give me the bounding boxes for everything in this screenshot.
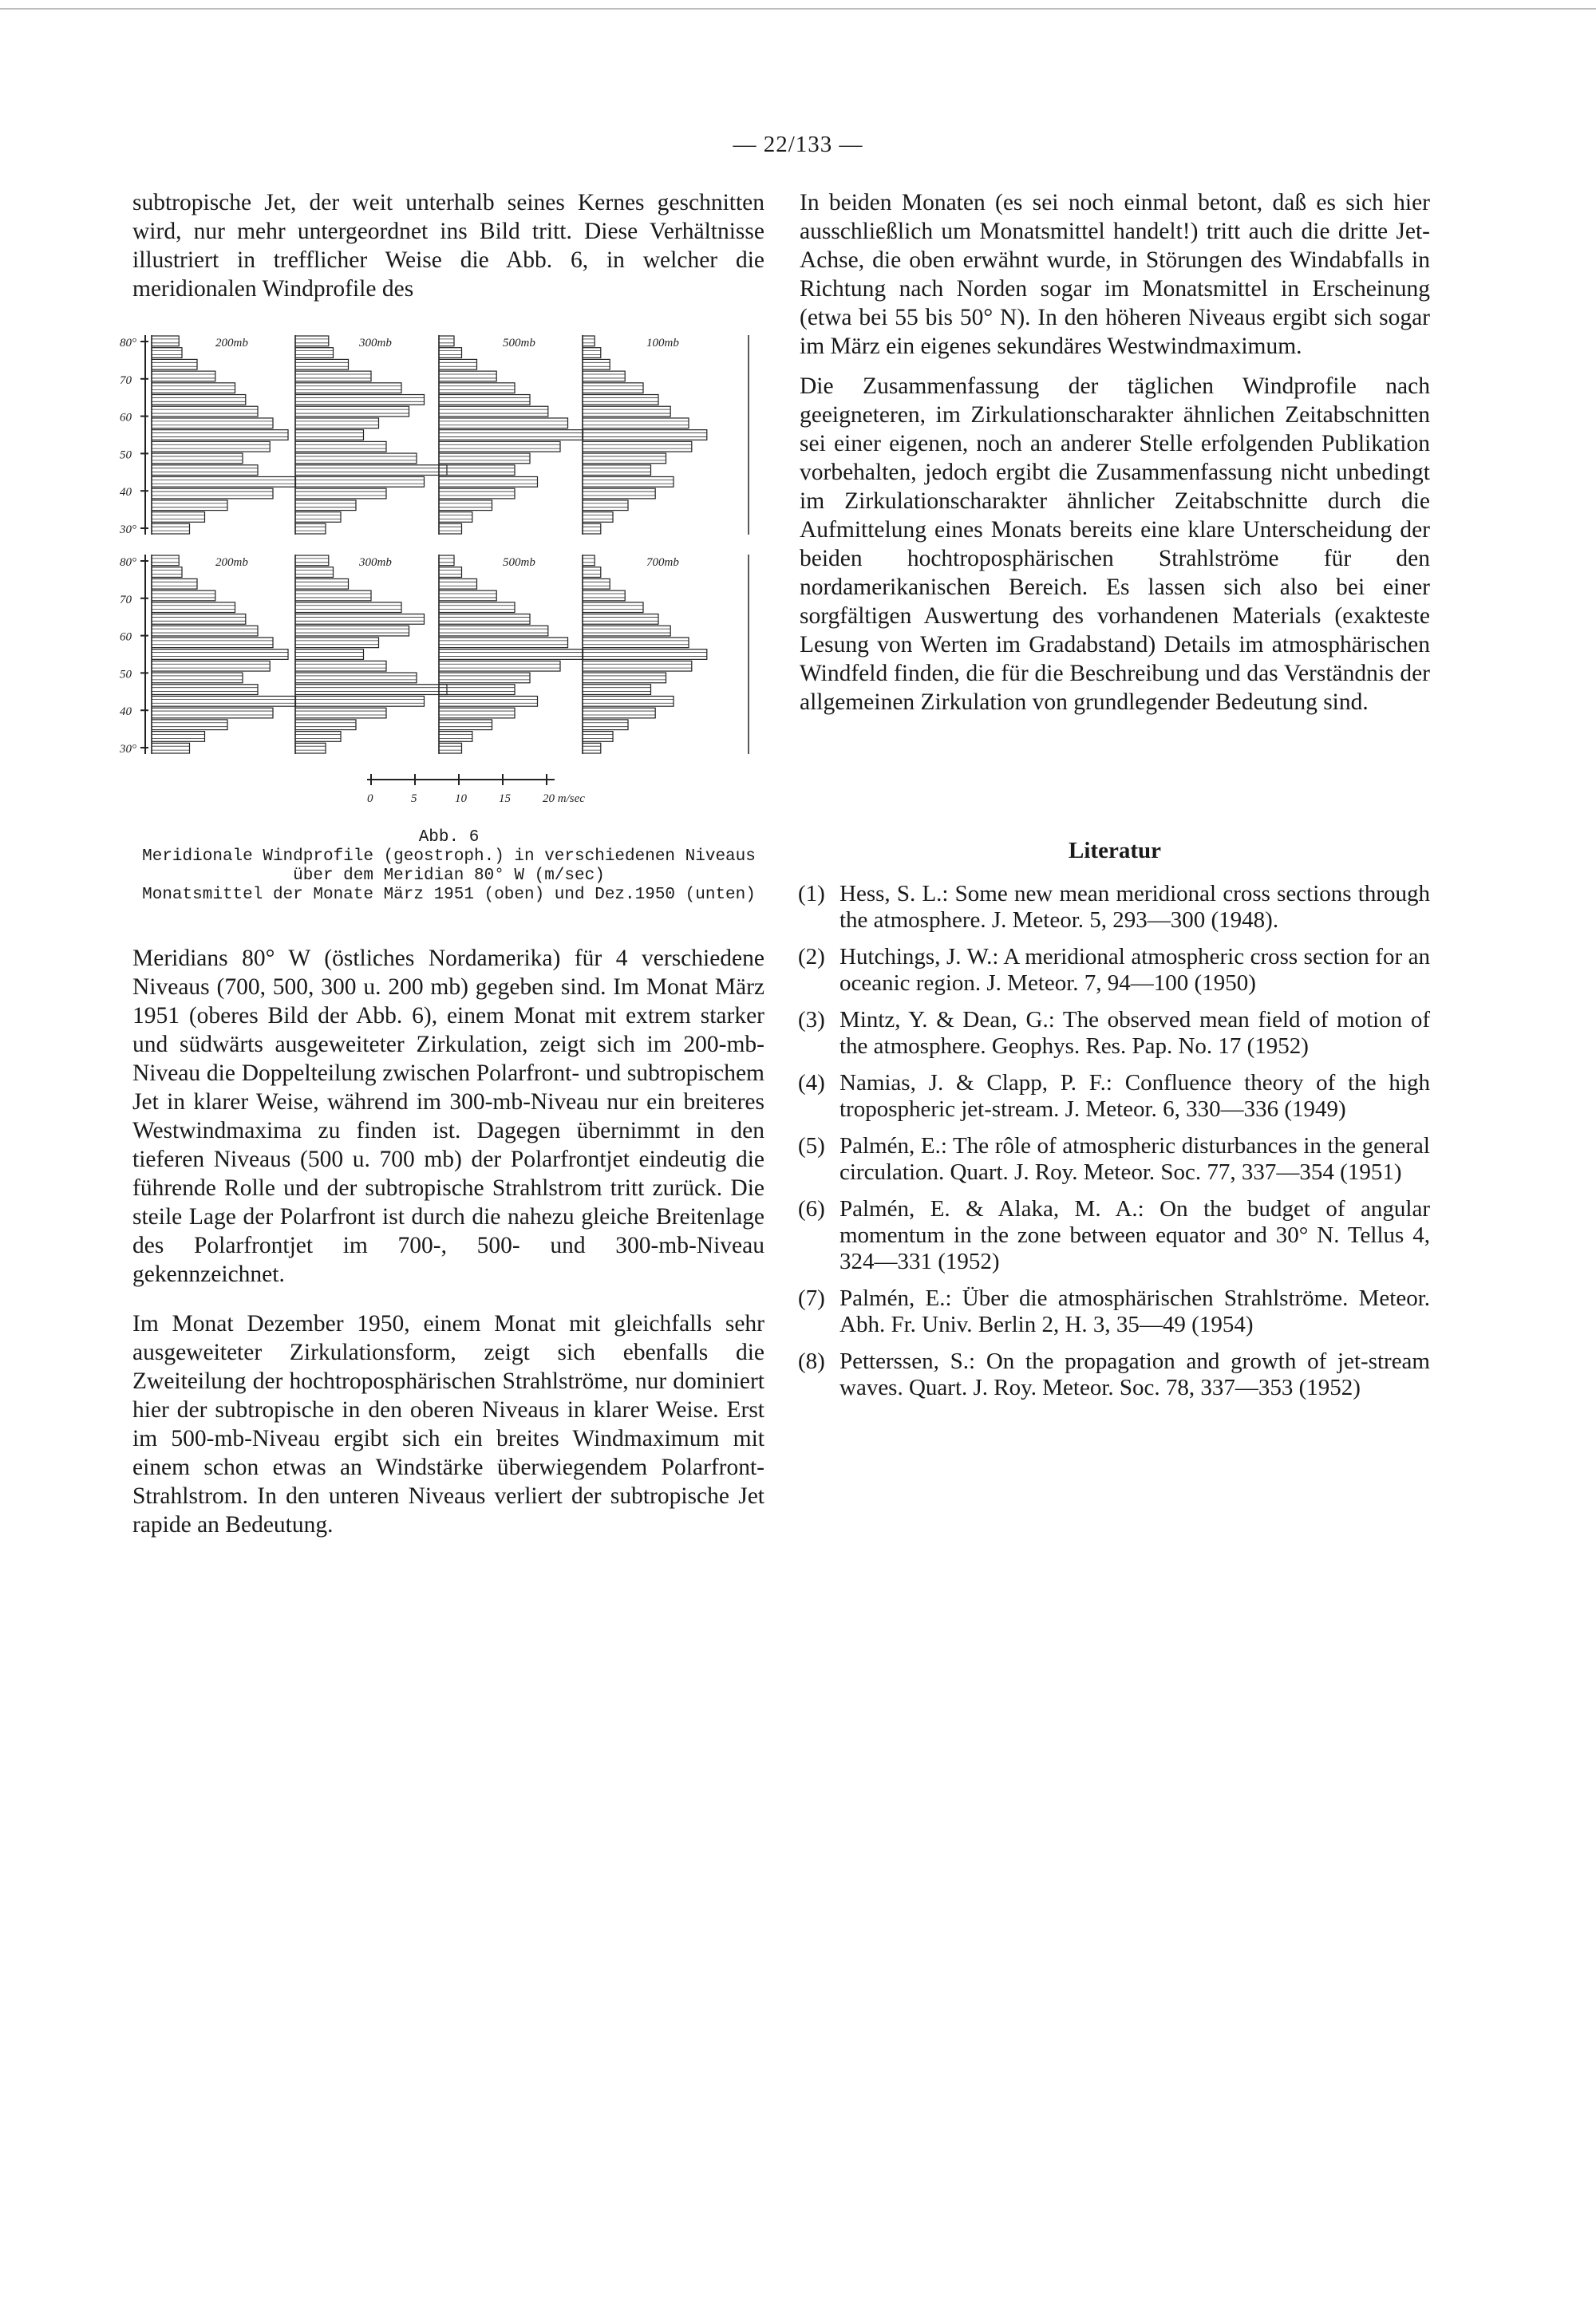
wind-profile-bar — [439, 371, 496, 381]
wind-profile-bar — [152, 602, 235, 613]
wind-profile-bar — [152, 523, 190, 534]
wind-profile-bar — [439, 743, 462, 753]
wind-profile-bar — [295, 523, 326, 534]
figure-bottom-row — [120, 555, 749, 756]
reference-number: (8) — [798, 1349, 825, 1374]
reference-text: Petterssen, S.: On the propagation and growth of jet-stream waves. Quart. J. Roy. Meteor. Soc. 78, 337—353 (1952) — [839, 1349, 1430, 1400]
wind-profile-bar — [295, 650, 364, 660]
wind-profile-bar — [295, 441, 386, 452]
scale-label: 5 — [411, 792, 417, 805]
latitude-label: 70 — [120, 593, 132, 606]
wind-profile-bar — [295, 614, 425, 625]
wind-profile-bar — [152, 614, 246, 625]
figure-scale-bar — [367, 774, 585, 805]
wind-profile-bar — [439, 348, 462, 358]
wind-profile-bar — [583, 650, 707, 660]
wind-profile-bar — [583, 371, 625, 381]
wind-profile-bar — [583, 555, 595, 566]
caption-line: Meridionale Windprofile (geostroph.) in verschiedenen Niveaus — [142, 847, 756, 866]
wind-profile-bar — [583, 614, 658, 625]
reference-text: Namias, J. & Clapp, P. F.: Confluence theory of the high tropospheric jet-stream. J. Meteor. 6, 330—336 (1949) — [839, 1070, 1430, 1122]
wind-profile-bar — [295, 720, 356, 730]
latitude-label: 40 — [120, 705, 132, 719]
wind-profile-bar — [439, 661, 560, 671]
wind-profile-bar — [583, 406, 670, 417]
caption-line: Monatsmittel der Monate März 1951 (oben) und Dez.1950 (unten) — [142, 886, 756, 904]
wind-profile-bar — [583, 441, 692, 452]
wind-profile-bar — [152, 578, 197, 589]
reference-text: Mintz, Y. & Dean, G.: The observed mean field of motion of the atmosphere. Geophys. Res. Pap. No. 17 (1952) — [839, 1007, 1430, 1059]
scale-label: 15 — [499, 792, 511, 805]
wind-profile-bar — [152, 708, 273, 718]
wind-profile-bar — [295, 476, 425, 487]
wind-profile-bar — [152, 650, 288, 660]
wind-profile-bar — [439, 500, 492, 511]
wind-profile-bar — [295, 743, 326, 753]
wind-profile-bar — [439, 383, 515, 393]
wind-profile-bar — [295, 348, 334, 358]
wind-profile-bar — [439, 359, 477, 369]
figure-caption — [124, 828, 774, 905]
wind-profile-bar — [583, 708, 655, 718]
wind-profile-bar — [439, 614, 530, 625]
wind-profile-bar — [295, 383, 401, 393]
wind-profile-bar — [152, 661, 270, 671]
scan-edge-line — [0, 8, 1596, 10]
wind-profile-bar — [583, 476, 674, 487]
wind-profile-bar — [439, 685, 515, 695]
wind-profile-bar — [295, 696, 425, 706]
wind-profile-bar — [583, 602, 643, 613]
wind-profile-bar — [152, 336, 179, 346]
wind-profile-bar — [583, 578, 610, 589]
reference-number: (4) — [798, 1070, 825, 1096]
wind-profile-bar — [439, 523, 462, 534]
wind-profile-bar — [295, 685, 447, 695]
wind-profile-bar — [583, 430, 707, 440]
latitude-label: 50 — [120, 668, 132, 681]
wind-profile-bar — [295, 430, 364, 440]
wind-profile-bar — [583, 685, 651, 695]
paragraph: Meridians 80° W (östliches Nordamerika) für 4 verschiedene Niveaus (700, 500, 300 u. 200 mb) gegeben sind. Im Monat März 1951 (oberes Bild der Abb. 6), einem Monat mit extrem starker und südwärts ausgeweiteter Zirkulation, zeigt sich im 200-mb-Niveau die Doppelteilung zwischen Polarfront- und subtropischem Jet in klarer Weise, während im 300-mb-Niveau nur ein breiteres Westwindmaxima zu finden ist. Dagegen übernimmt in den tieferen Niveaus (500 u. 700 mb) der Polarfrontjet eindeutig die führende Rolle und der subtropische Strahlstrom tritt zurück. Die steile Lage der Polarfront ist durch die nahezu gleiche Breitenlage des Polarfrontjet im 700-, 500- und 300-mb-Niveau gekennzeichnet. — [132, 946, 764, 1287]
wind-profile-bar — [583, 590, 625, 601]
reference-number: (6) — [798, 1196, 825, 1222]
reference-text: Hutchings, J. W.: A meridional atmospheric cross section for an oceanic region. J. Meteor. 7, 94—100 (1950) — [839, 944, 1430, 996]
paragraph: In beiden Monaten (es sei noch einmal betont, daß es sich hier ausschließlich um Monatsmittel handelt!) tritt auch die dritte Jet-Achse, die oben erwähnt wurde, in Störungen des Windabfalls in Richtung nach Norden sogar im Monatsmittel in Erscheinung (etwa bei 55 bis 50° N). In den höheren Niveaus ergibt sich sogar im März ein eigenes sekundäres Westwindmaximum. — [800, 190, 1430, 359]
panel-level-label: 200mb — [215, 337, 248, 349]
wind-profile-bar — [152, 555, 179, 566]
wind-profile-bar — [152, 512, 205, 523]
wind-profile-bar — [295, 638, 379, 648]
wind-profile-bar — [583, 626, 670, 636]
wind-profile-bar — [439, 465, 515, 476]
page-number: — 22/133 — — [733, 132, 863, 157]
literature-heading: Literatur — [1069, 838, 1161, 863]
wind-profile-bar — [583, 512, 613, 523]
wind-profile-bar — [152, 567, 182, 578]
scale-label: 10 — [455, 792, 467, 805]
wind-profile-bar — [439, 441, 560, 452]
wind-profile-bar — [152, 673, 243, 683]
panel-level-label: 100mb — [646, 337, 679, 349]
wind-profile-bar — [583, 336, 595, 346]
paragraph: Die Zusammenfassung der täglichen Windprofile nach geeigneteren, im Zirkulationscharakter ähnlichen Zeitabschnitten sei einer eigenen, noch an anderer Stelle erfolgenden Publikation vorbehalten, jedoch ergibt die Zusammenfassung nicht unbedingt im Zirkulationscharakter ähnlicher Zeitabschnitte durch die Aufmittelung eines Monats bereits eine klare Unterscheidung der beiden hochtroposphärischen Strahlströme für den nordamerikanischen Bereich. Es lassen sich also bei einer sorgfältigen Auswertung des vorhandenen Materials (exakteste Lesung von Werten im Gradabstand) Details im atmosphärischen Windfeld finden, die für die Beschreibung und das Verständnis der allgemeinen Zirkulation von grundlegender Bedeutung sind. — [800, 373, 1430, 715]
wind-profile-bar — [439, 430, 583, 440]
wind-profile-bar — [295, 418, 379, 428]
reference-number: (5) — [798, 1133, 825, 1159]
paragraph: subtropische Jet, der weit unterhalb seines Kernes geschnitten wird, nur mehr untergeordnet ins Bild tritt. Diese Verhältnisse illustriert in trefflicher Weise die Abb. 6, in welcher die meridionalen Windprofile des — [132, 190, 764, 302]
reference-text: Palmén, E.: The rôle of atmospheric disturbances in the general circulation. Quart. J. Roy. Meteor. Soc. 77, 337—354 (1951) — [839, 1133, 1430, 1185]
latitude-label: 70 — [120, 373, 132, 387]
wind-profile-bar — [295, 453, 417, 464]
wind-profile-bar — [439, 708, 515, 718]
wind-profile-bar — [439, 488, 515, 499]
wind-profile-bar — [152, 383, 235, 393]
wind-profile-bar — [152, 732, 205, 742]
wind-profile-bar — [439, 567, 462, 578]
wind-profile-bar — [152, 465, 258, 476]
wind-profile-bar — [583, 383, 643, 393]
wind-profile-bar — [295, 371, 371, 381]
left-column-top — [132, 188, 764, 303]
reference-item — [798, 944, 1430, 997]
wind-profile-bar — [152, 500, 227, 511]
latitude-label: 80° — [120, 556, 136, 569]
reference-item — [798, 1196, 1430, 1275]
wind-profile-bar — [583, 395, 658, 405]
wind-profile-bar — [152, 418, 273, 428]
figure-top-row — [120, 335, 749, 536]
wind-profile-bar — [152, 720, 227, 730]
paragraph: Im Monat Dezember 1950, einem Monat mit gleichfalls sehr ausgeweiteter Zirkulationsform, zeigt sich ebenfalls die Zweiteilung der hochtroposphärischen Strahlströme, nur dominiert hier der subtropische in den oberen Niveaus in klarer Weise. Erst im 500-mb-Niveau ergibt sich ein breites Windmaximum mit einem schon etwas an Windstärke überwiegendem Polarfront-Strahlstrom. In den unteren Niveaus verliert der subtropische Jet rapide an Bedeutung. — [132, 1311, 764, 1538]
wind-profile-bar — [152, 441, 270, 452]
reference-text: Hess, S. L.: Some new mean meridional cross sections through the atmosphere. J. Meteor. 5, 293—300 (1948). — [839, 881, 1430, 933]
reference-list — [798, 881, 1430, 1412]
wind-profile-bar — [152, 430, 288, 440]
wind-profile-bar — [295, 488, 386, 499]
wind-profile-bar — [295, 732, 341, 742]
wind-profile-bar — [152, 406, 258, 417]
right-column-top — [800, 188, 1430, 717]
wind-profile-bar — [295, 708, 386, 718]
wind-profile-bar — [439, 720, 492, 730]
wind-profile-figure — [120, 323, 758, 810]
latitude-label: 30° — [120, 523, 136, 536]
wind-profile-bar — [439, 578, 477, 589]
wind-profile-bar — [439, 626, 548, 636]
wind-profile-bar — [152, 371, 215, 381]
wind-profile-bar — [152, 488, 273, 499]
wind-profile-bar — [295, 395, 425, 405]
wind-profile-bar — [439, 732, 472, 742]
reference-number: (3) — [798, 1007, 825, 1033]
wind-profile-bar — [583, 359, 610, 369]
wind-profile-bar — [439, 673, 530, 683]
latitude-label: 40 — [120, 486, 132, 500]
wind-profile-bar — [295, 567, 334, 578]
wind-profile-bar — [295, 626, 409, 636]
reference-number: (7) — [798, 1285, 825, 1311]
wind-profile-bar — [152, 743, 190, 753]
wind-profile-bar — [295, 359, 349, 369]
wind-profile-bar — [583, 453, 666, 464]
wind-profile-bar — [439, 602, 515, 613]
panel-level-label: 500mb — [503, 556, 535, 569]
wind-profile-bar — [439, 696, 538, 706]
wind-profile-bar — [295, 673, 417, 683]
wind-profile-bar — [439, 590, 496, 601]
wind-profile-bar — [439, 406, 548, 417]
wind-profile-bar — [295, 661, 386, 671]
wind-profile-bar — [583, 567, 601, 578]
latitude-label: 60 — [120, 630, 132, 644]
wind-profile-bar — [583, 638, 689, 648]
wind-profile-bar — [152, 626, 258, 636]
wind-profile-bar — [583, 661, 692, 671]
wind-profile-bar — [152, 696, 296, 706]
wind-profile-bar — [152, 638, 273, 648]
scale-label: 20 m/sec — [543, 792, 585, 805]
wind-profile-bar — [295, 406, 409, 417]
wind-profile-bar — [295, 512, 341, 523]
wind-profile-bar — [295, 602, 401, 613]
panel-level-label: 500mb — [503, 337, 535, 349]
wind-profile-bar — [439, 638, 568, 648]
wind-profile-bar — [152, 476, 296, 487]
caption-line: über dem Meridian 80° W (m/sec) — [293, 867, 605, 885]
reference-item — [798, 1007, 1430, 1060]
wind-profile-bar — [439, 650, 583, 660]
reference-item — [798, 881, 1430, 934]
wind-profile-bar — [295, 555, 329, 566]
wind-profile-bar — [439, 418, 568, 428]
wind-profile-bar — [439, 512, 472, 523]
wind-profile-bar — [152, 453, 243, 464]
reference-text: Palmén, E. & Alaka, M. A.: On the budget of angular momentum in the zone between equator and 30° N. Tellus 4, 324—331 (1952) — [839, 1196, 1430, 1274]
reference-item — [798, 1285, 1430, 1338]
wind-profile-bar — [439, 476, 538, 487]
wind-profile-bar — [583, 696, 674, 706]
reference-number: (2) — [798, 944, 825, 969]
reference-item — [798, 1349, 1430, 1401]
wind-profile-bar — [152, 685, 258, 695]
wind-profile-bar — [583, 488, 655, 499]
reference-number: (1) — [798, 881, 825, 906]
wind-profile-bar — [295, 465, 447, 476]
reference-item — [798, 1070, 1430, 1123]
reference-item — [798, 1133, 1430, 1186]
wind-profile-bar — [439, 453, 530, 464]
wind-profile-bar — [583, 418, 689, 428]
panel-level-label: 700mb — [646, 556, 679, 569]
wind-profile-bar — [583, 348, 601, 358]
wind-profile-bar — [583, 465, 651, 476]
scale-label: 0 — [367, 792, 373, 805]
wind-profile-bar — [152, 590, 215, 601]
wind-profile-bar — [295, 578, 349, 589]
wind-profile-bar — [439, 395, 530, 405]
wind-profile-bar — [439, 336, 454, 346]
wind-profile-bar — [152, 348, 182, 358]
latitude-label: 50 — [120, 448, 132, 462]
left-column-bottom — [132, 944, 764, 1539]
wind-profile-bar — [439, 555, 454, 566]
latitude-label: 30° — [120, 743, 136, 756]
wind-profile-bar — [295, 336, 329, 346]
wind-profile-bar — [583, 743, 601, 753]
wind-profile-bar — [295, 590, 371, 601]
wind-profile-bar — [583, 673, 666, 683]
panel-level-label: 200mb — [215, 556, 248, 569]
wind-profile-bar — [583, 500, 628, 511]
caption-line: Abb. 6 — [418, 828, 480, 847]
panel-level-label: 300mb — [359, 337, 392, 349]
reference-text: Palmén, E.: Über die atmosphärischen Strahlströme. Meteor. Abh. Fr. Univ. Berlin 2, H. 3, 35—49 (1954) — [839, 1285, 1430, 1337]
wind-profile-bar — [583, 720, 628, 730]
wind-profile-bar — [583, 523, 601, 534]
wind-profile-bar — [152, 395, 246, 405]
panel-level-label: 300mb — [359, 556, 392, 569]
wind-profile-bar — [152, 359, 197, 369]
wind-profile-bar — [583, 732, 613, 742]
latitude-label: 80° — [120, 337, 136, 349]
wind-profile-bar — [295, 500, 356, 511]
latitude-label: 60 — [120, 411, 132, 424]
